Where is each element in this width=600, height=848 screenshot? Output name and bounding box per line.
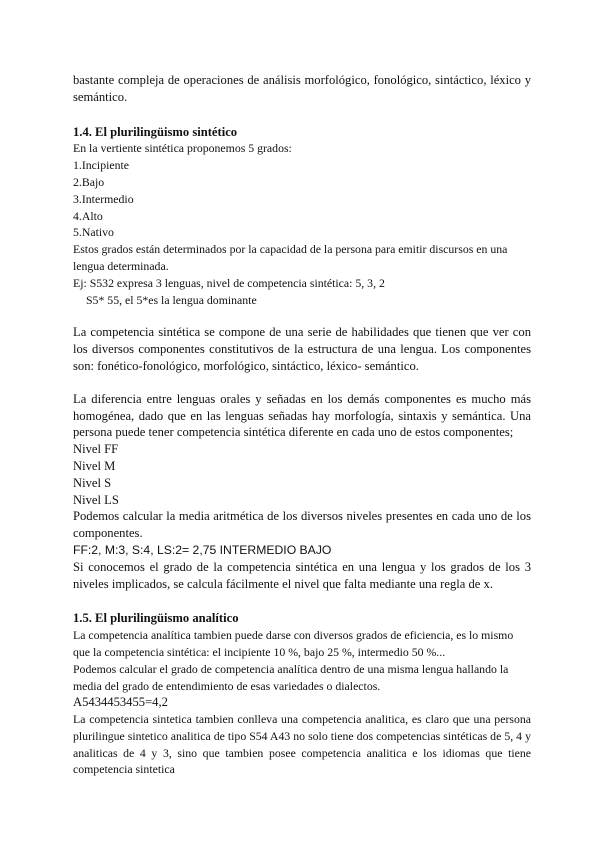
grade-item: 4.Alto (73, 208, 103, 223)
level-item: Nivel S (73, 475, 112, 490)
analytic-formula: A5434453455=4,2 (73, 695, 168, 710)
synthetic-formula: FF:2, M:3, S:4, LS:2= 2,75 INTERMEDIO BAJO (73, 542, 332, 557)
analytic-paragraph-2: Podemos calcular el grado de competencia analítica dentro de una misma lengua hallando la media del grado de entendimiento de esas variedades o dialectos. (73, 661, 509, 693)
paragraph-spacer (73, 308, 531, 324)
level-item: Nivel LS (73, 492, 119, 507)
intro-paragraph: bastante compleja de operaciones de análisis morfológico, fonológico, sintáctico, léxico y semántico. (73, 73, 531, 104)
example-line: Ej: S532 expresa 3 lenguas, nivel de competencia sintética: 5, 3, 2 (73, 275, 385, 290)
paragraph-spacer (73, 375, 531, 391)
analytic-paragraph-1: La competencia analítica tambien puede darse con diversos grados de eficiencia, es lo mismo que la competencia sintética: el incipiente 10 %, bajo 25 %, intermedio 50 %... (73, 628, 514, 659)
section-1-5-heading: 1.5. El plurilingüismo analítico (73, 611, 239, 626)
grade-item: 1.Incipiente (73, 158, 130, 173)
grade-item: 2.Bajo (73, 174, 105, 189)
rule-paragraph: Si conocemos el grado de la competencia sintética en una lengua y los grados de los 3 niveles implicados, se calcula fácilmente el nivel que falta mediante una regla de x. (73, 559, 531, 591)
level-item: Nivel FF (73, 442, 119, 457)
grades-paragraph: Estos grados están determinados por la capacidad de la persona para emitir discursos en una lengua determinada. (73, 242, 508, 273)
level-item: Nivel M (73, 458, 116, 473)
grades-lead: En la vertiente sintética proponemos 5 grados: (73, 141, 292, 156)
components-paragraph: La competencia sintética se compone de una serie de habilidades que tienen que ver con los diversos componentes constitutivos de la estructura de una lengua. Los componentes son: fonético-fonológico, morfológico, sintáctico, léxico- semántico. (73, 325, 531, 373)
average-paragraph: Podemos calcular la media aritmética de los diversos niveles presentes en cada uno de los componentes. (73, 509, 531, 541)
difference-paragraph: La diferencia entre lenguas orales y señadas en los demás componentes es mucho más homogénea, dado que en las lenguas señadas hay morfología, sintaxis y semántica. Una persona puede tener competencia sintética diferente en cada uno de estos componentes; (73, 391, 531, 440)
grade-item: 3.Intermedio (73, 191, 134, 206)
analytic-paragraph-3: La competencia sintetica tambien conlleva una competencia analitica, es claro que una persona plurilingue sintetico analitica de tipo S54 A43 no solo tiene dos competencias sintéticas de 5, 4 y analiticas de 4 y 3, sino que tambien posee competencia analitica e los idiomas que tiene competencia sintetica (73, 712, 531, 777)
section-1-4-heading: 1.4. El plurilingüismo sintético (73, 124, 238, 139)
example-line-indented: S5* 55, el 5*es la lengua dominante (86, 292, 257, 307)
grade-item: 5.Nativo (73, 225, 114, 240)
document-page (73, 72, 531, 778)
